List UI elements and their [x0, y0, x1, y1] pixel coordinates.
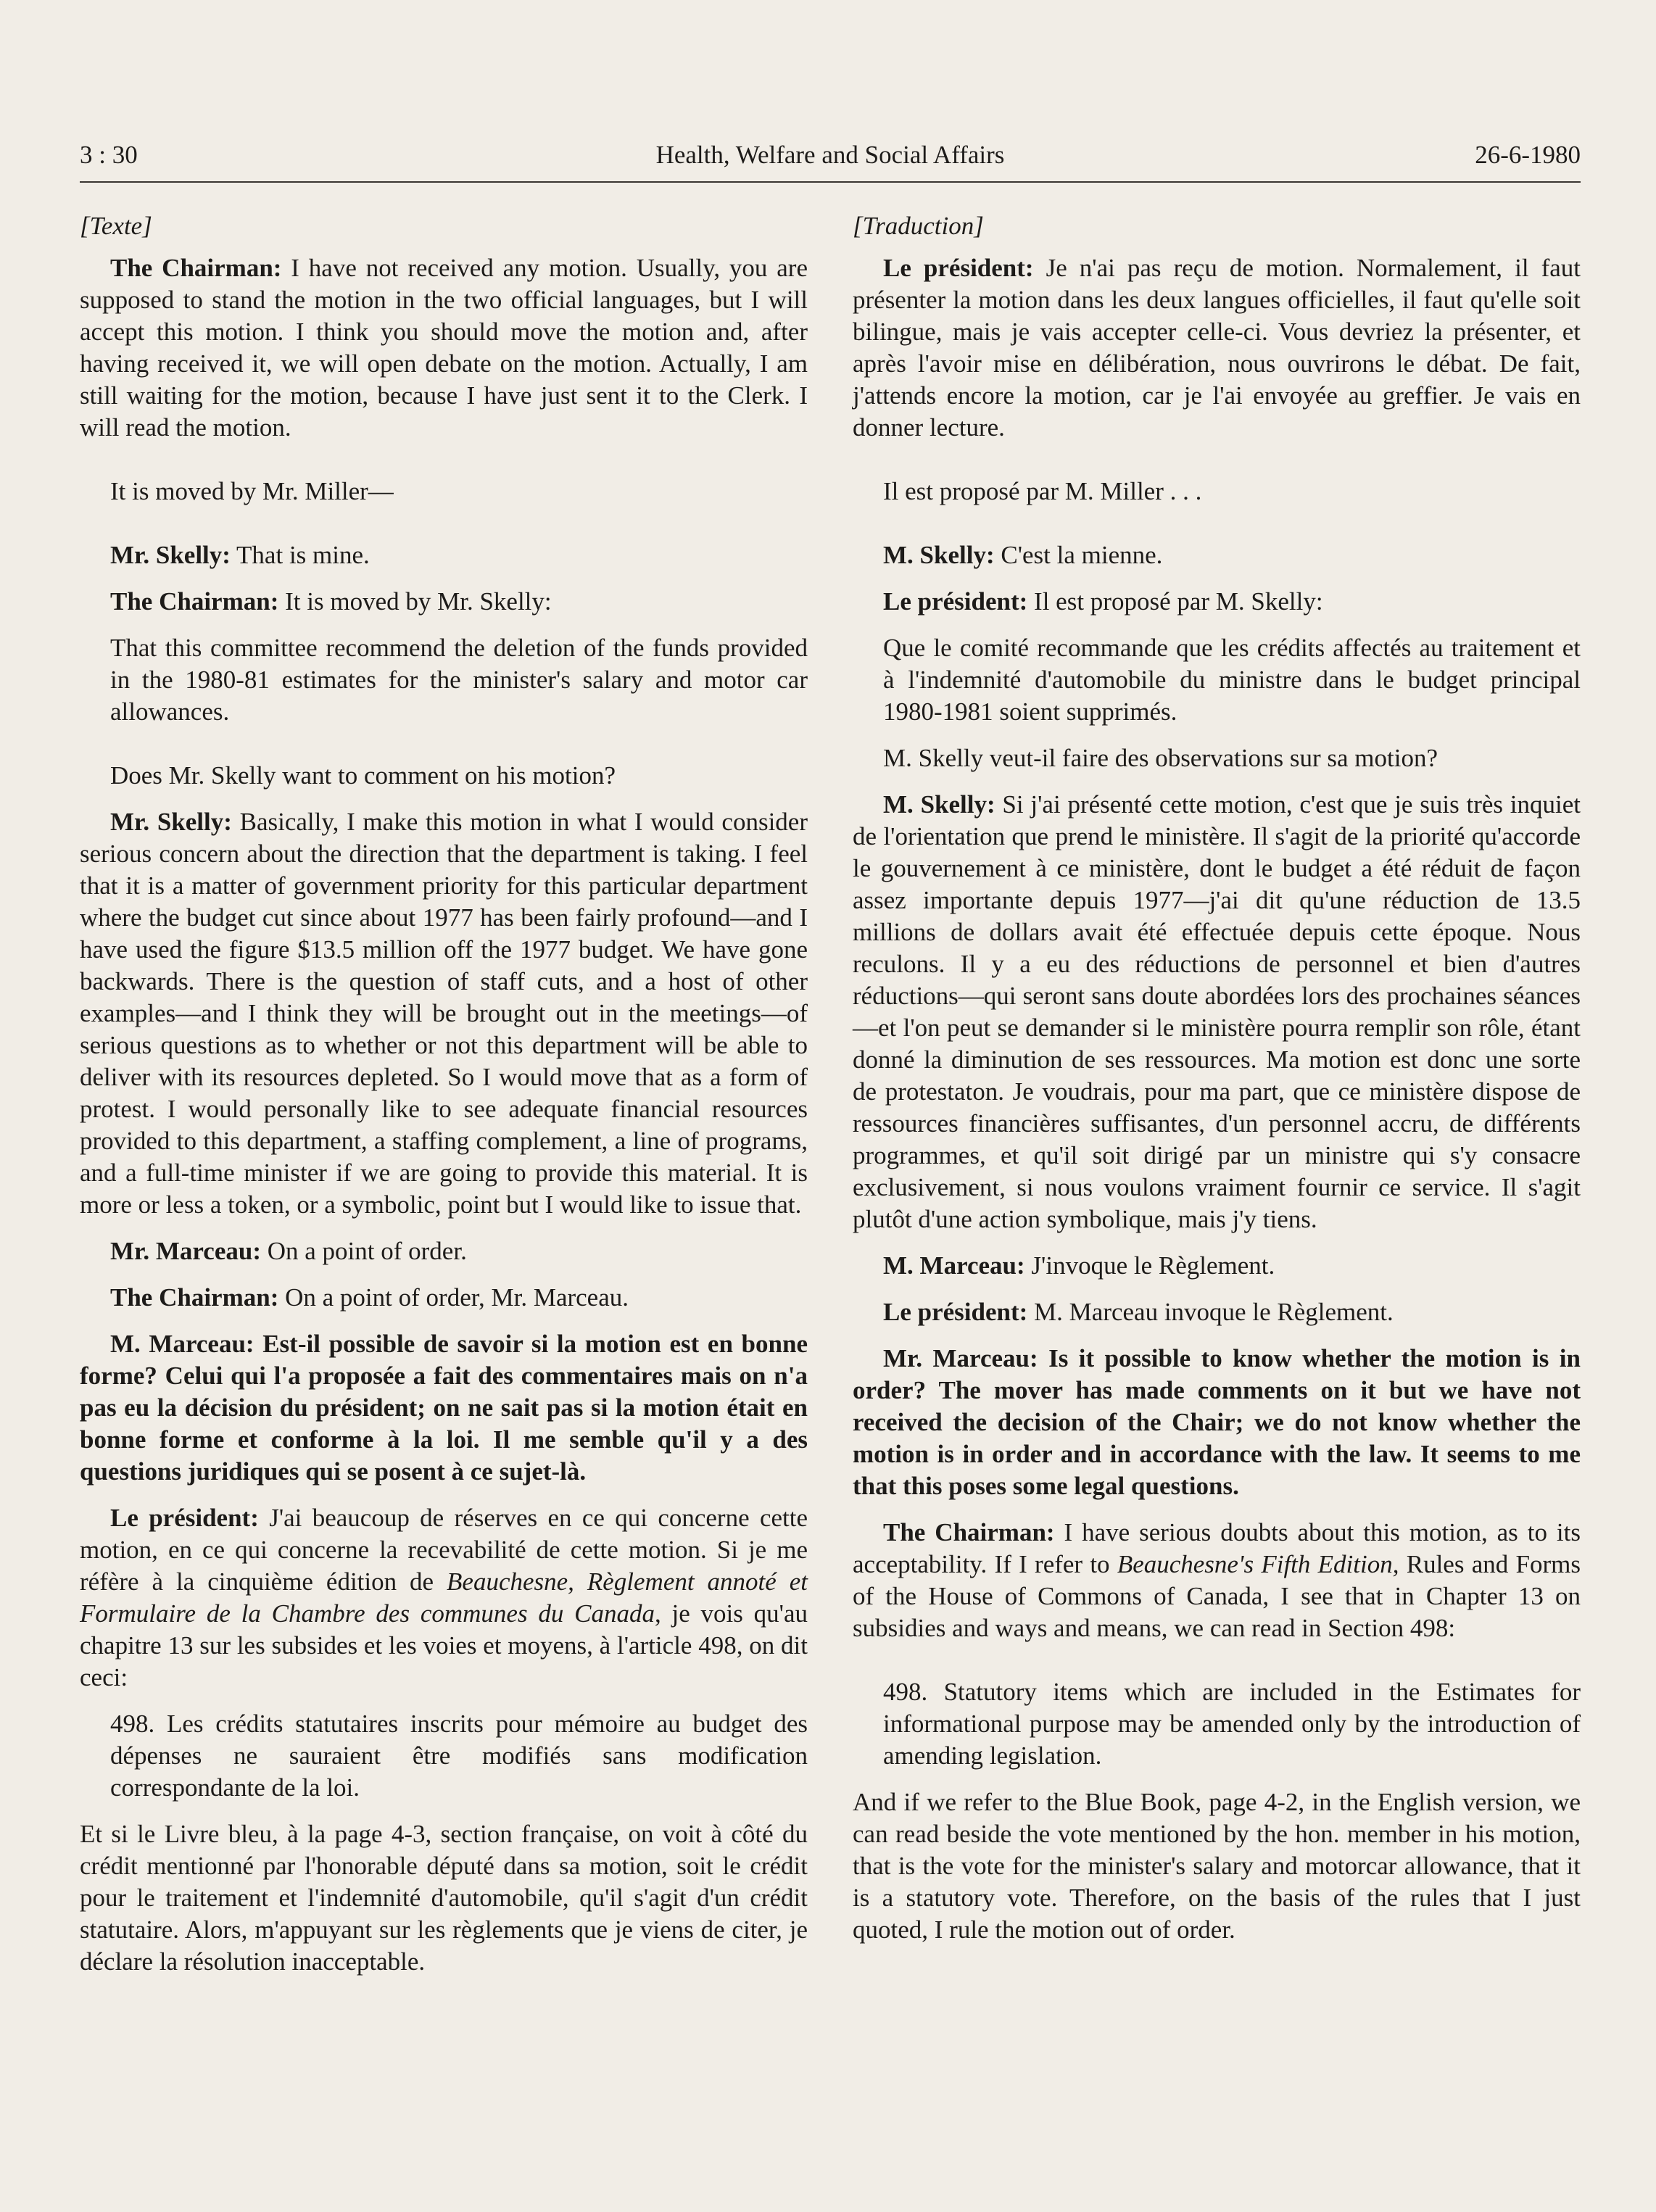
speaker-name: M. Marceau: [110, 1330, 254, 1358]
paragraph: M. Skelly veut-il faire des observations sur sa motion? [883, 744, 1438, 772]
speech-text: C'est la mienne. [994, 541, 1163, 569]
speaker-name: M. Skelly: [883, 790, 995, 819]
speech-text: Je n'ai pas reçu de motion. Normalement, il faut présenter la motion dans les deux langues officielles, il faut qu'elle soit bilingue, mais je vais accepter celle-ci. Vous devriez la présenter, et après l'avoir mise en délibération, nous ouvrirons le débat. De fait, j'attends encore la motion, car je l'ai envoyée au greffier. Je vais en donner lecture. [853, 254, 1581, 442]
page-header [80, 138, 1581, 183]
paragraph: It is moved by Mr. Miller— [110, 477, 394, 505]
speech-text: Il est proposé par M. Skelly: [1027, 587, 1323, 616]
speaker-name: Mr. Marceau: [883, 1344, 1038, 1372]
paragraph [80, 1282, 808, 1314]
paragraph [853, 1250, 1581, 1282]
speaker-name: M. Marceau: [883, 1251, 1025, 1280]
paragraph [853, 1517, 1581, 1644]
speaker-name: Le président: [110, 1504, 259, 1532]
speaker-name: The Chairman: [883, 1518, 1055, 1546]
speech-text: J'ai beaucoup de réserves en ce qui concerne cette motion, en ce qui concerne la recevabilité de cette motion. Si je me réfère à la cinquième édition de [80, 1504, 808, 1596]
speaker-name: Le président: [883, 587, 1028, 616]
paragraph [80, 1502, 808, 1694]
speech-text: It is moved by Mr. Skelly: [278, 587, 552, 616]
speech-text: On a point of order, Mr. Marceau. [278, 1283, 629, 1312]
speech-text: Rules and Forms of the House of Commons of Canada, I see that in Chapter 13 on subsidies and ways and means, we can read in Section 498: [853, 1550, 1581, 1642]
paragraph [853, 1343, 1581, 1502]
statute-quote: 498. Statutory items which are included in the Estimates for informational purpose may be amended only by the introduction of amending legislation. [883, 1678, 1581, 1770]
left-column [80, 210, 808, 1992]
speaker-name: Mr. Skelly: [110, 808, 232, 836]
paragraph [80, 252, 808, 444]
right-column [853, 210, 1581, 1960]
citation-title: Beauchesne, Règlement annoté et Formulaire de la Chambre des communes du Canada [80, 1567, 808, 1628]
speaker-name: The Chairman: [110, 254, 282, 282]
page-number: 3 : 30 [80, 141, 138, 169]
paragraph [853, 539, 1581, 571]
speech-text: On a point of order. [260, 1237, 467, 1265]
speaker-name: M. Skelly: [883, 541, 995, 569]
speech-text: Is it possible to know whether the motion is in order? The mover has made comments on it but we have not received the decision of the Chair; we do not know whether the motion is in order and in accordance with the law. It seems to me that this poses some legal questions. [853, 1344, 1581, 1500]
speech-text: Est-il possible de savoir si la motion est en bonne forme? Celui qui l'a proposée a fait des commentaires mais on n'a pas eu la décision du président; on ne sait pas si la motion était en bonne forme et conforme à la loi. Il me semble qu'il y a des questions juridiques qui se posent à ce sujet-là. [80, 1330, 808, 1486]
paragraph [80, 586, 808, 618]
speech-text: I have serious doubts about this motion, as to its acceptability. If I refer to [853, 1518, 1581, 1578]
paragraph [853, 586, 1581, 618]
speaker-name: The Chairman: [110, 587, 279, 616]
speaker-name: Le président: [883, 254, 1034, 282]
speech-text: M. Marceau invoque le Règlement. [1027, 1298, 1394, 1326]
paragraph: Et si le Livre bleu, à la page 4-3, section française, on voit à côté du crédit mentionné par l'honorable député dans sa motion, soit le crédit pour le traitement et l'indemnité d'automobile, qu'il s'agit d'un crédit statutaire. Alors, m'appuyant sur les règlements que je viens de citer, je déclare la résolution inacceptable. [80, 1820, 808, 1976]
translation-label: [Traduction] [853, 212, 984, 240]
paragraph: Does Mr. Skelly want to comment on his motion? [110, 761, 616, 790]
motion-quote: Que le comité recommande que les crédits affectés au traitement et à l'indemnité d'automobile du ministre dans le budget principal 1980-1981 soient supprimés. [883, 634, 1581, 726]
speech-text: Si j'ai présenté cette motion, c'est que je suis très inquiet de l'orientation que prend le ministère. Il s'agit de la priorité qu'accorde le gouvernement à ce ministère, dont le budget a été réduit de façon assez importante depuis 1977—j'ai dit qu'une réduction de 13.5 millions de dollars avait été effectuée depuis cette époque. Nous reculons. Il y a eu des réductions de personnel et bien d'autres réductions—qui seront sans doute abordées lors des prochaines séances—et l'on peut se demander si le ministère pourra remplir son rôle, étant donné la diminution de ses ressources. Ma motion est donc une sorte de protestaton. Je voudrais, pour ma part, que ce ministère dispose de ressources financières suffisantes, d'un personnel accru, de différents programmes, et qu'il soit dirigé par un ministre qui s'y consacre exclusivement, si nous voulons vraiment fournir ce service. Il s'agit plutôt d'une action symbolique, mais j'y tiens. [853, 790, 1581, 1233]
speaker-name: Mr. Skelly: [110, 541, 231, 569]
paragraph [80, 1235, 808, 1267]
citation-title: Beauchesne's Fifth Edition, [1117, 1550, 1399, 1578]
speech-text: I have not received any motion. Usually, you are supposed to stand the motion in the two official languages, but I will accept this motion. I think you should move the motion and, after having received it, we will open debate on the motion. Actually, I am still waiting for the motion, because I have just sent it to the Clerk. I will read the motion. [80, 254, 808, 442]
speaker-name: The Chairman: [110, 1283, 279, 1312]
speech-text: That is mine. [230, 541, 370, 569]
paragraph [853, 789, 1581, 1235]
motion-quote: That this committee recommend the deletion of the funds provided in the 1980-81 estimates for the minister's salary and motor car allowances. [110, 634, 808, 726]
paragraph [853, 1296, 1581, 1328]
paragraph: And if we refer to the Blue Book, page 4-2, in the English version, we can read beside the vote mentioned by the hon. member in his motion, that is the vote for the minister's salary and motorcar allowance, that it is a statutory vote. Therefore, on the basis of the rules that I just quoted, I rule the motion out of order. [853, 1788, 1581, 1944]
speech-text: Basically, I make this motion in what I would consider serious concern about the direction that the department is taking. I feel that it is a matter of government priority for this particular department where the budget cut since about 1977 has been fairly profound—and I have used the figure $13.5 million off the 1977 budget. We have gone backwards. There is the question of staff cuts, and a host of other examples—and I think they will be brought out in the meetings—of serious questions as to whether or not this department will be able to deliver with its resources depleted. So I would move that as a form of protest. I would personally like to see adequate financial resources provided to this department, a staffing complement, a line of programs, and a full-time minister if we are going to provide this material. It is more or less a token, or a symbolic, point but I would like to issue that. [80, 808, 808, 1219]
paragraph [80, 806, 808, 1221]
speech-text: J'invoque le Règlement. [1024, 1251, 1275, 1280]
speaker-name: Le président: [883, 1298, 1028, 1326]
paragraph [80, 539, 808, 571]
speech-text: , je vois qu'au chapitre 13 sur les subsides et les voies et moyens, à l'article 498, on dit ceci: [80, 1599, 808, 1691]
text-label: [Texte] [80, 212, 152, 240]
page-date: 26-6-1980 [1475, 141, 1581, 169]
paragraph [853, 252, 1581, 444]
publication-title: Health, Welfare and Social Affairs [655, 141, 1005, 169]
speaker-name: Mr. Marceau: [110, 1237, 261, 1265]
paragraph [80, 1328, 808, 1488]
statute-quote: 498. Les crédits statutaires inscrits pour mémoire au budget des dépenses ne sauraient être modifiés sans modification correspondante de la loi. [110, 1710, 808, 1802]
paragraph: Il est proposé par M. Miller . . . [883, 477, 1202, 505]
